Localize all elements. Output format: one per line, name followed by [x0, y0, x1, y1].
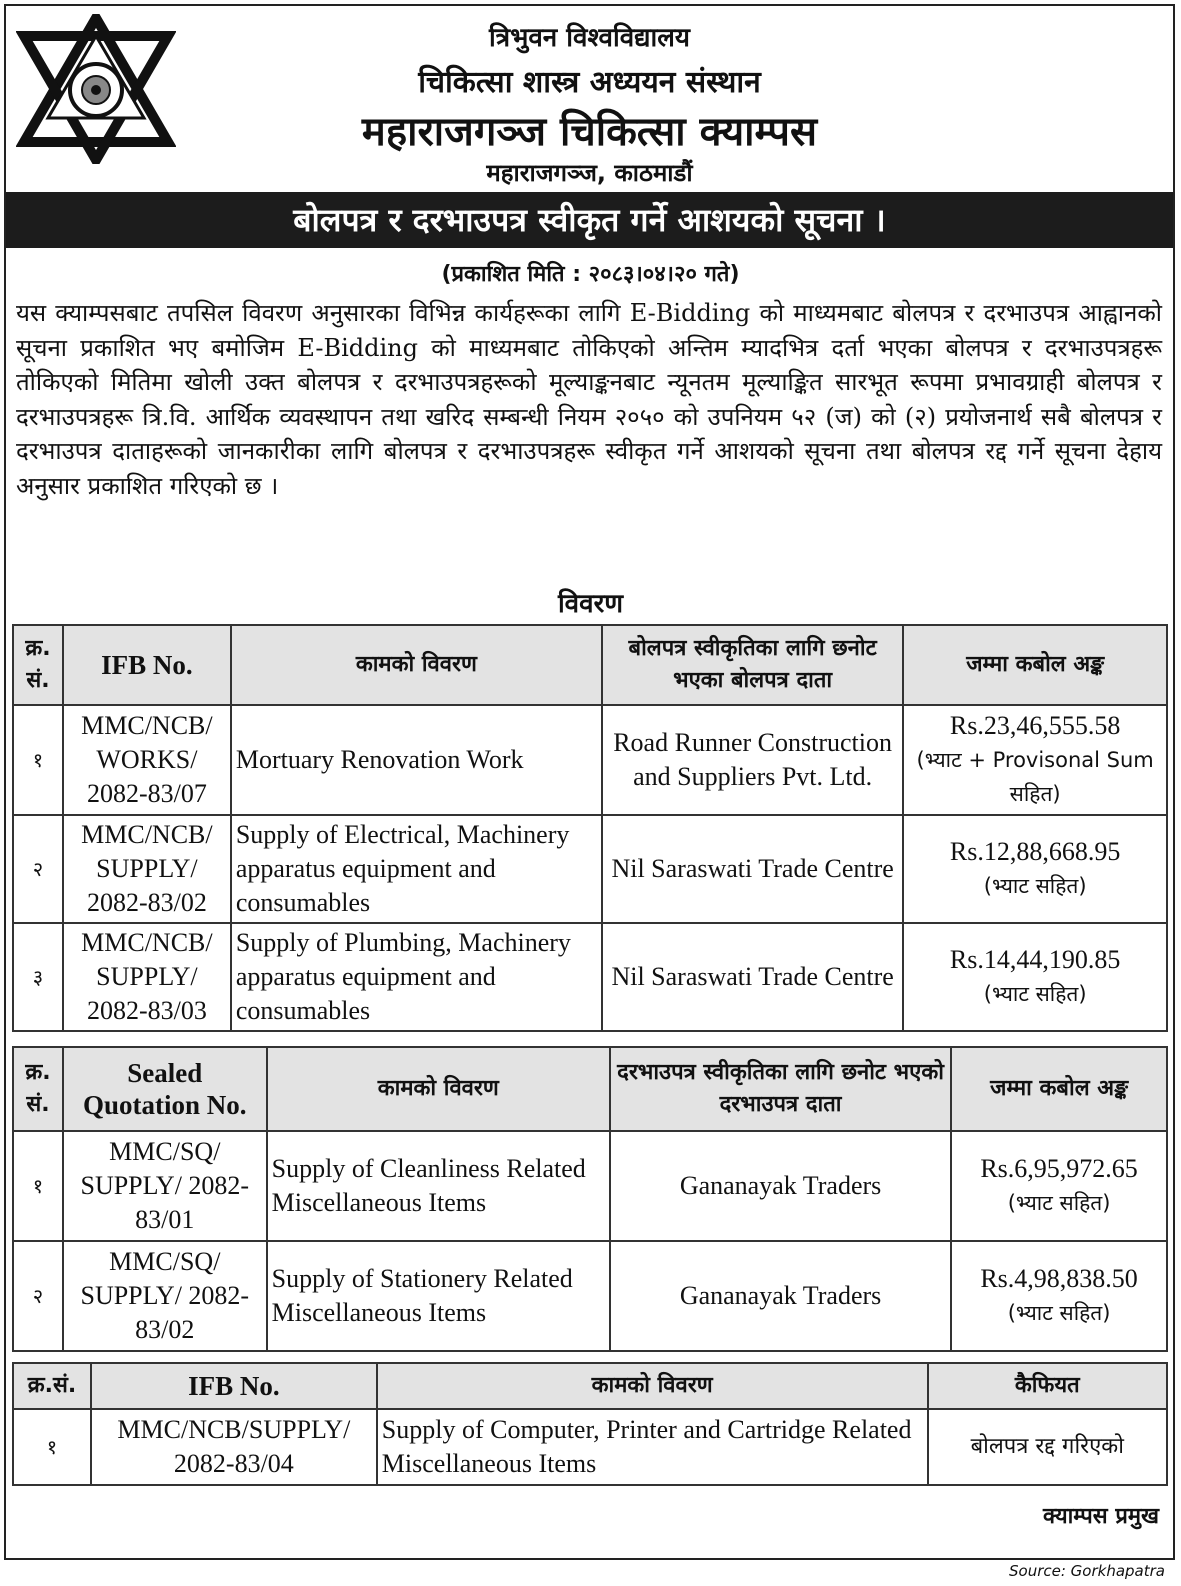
- amount-note: (भ्याट सहित): [983, 874, 1087, 898]
- quotation-acceptance-table: [12, 1046, 1168, 1352]
- table-header-row: [13, 1363, 1167, 1409]
- row-bidder: Nil Saraswati Trade Centre: [602, 815, 903, 923]
- row-sn: १: [13, 1409, 91, 1485]
- table-row: [13, 1131, 1167, 1241]
- row-quoter: Gananayak Traders: [610, 1241, 951, 1351]
- table-row: [13, 923, 1167, 1031]
- row-amount: [951, 1131, 1167, 1241]
- campus-address: महाराजगञ्ज, काठमाडौं: [486, 159, 693, 187]
- col-header-bidder: बोलपत्र स्वीकृतिका लागि छनोट भएका बोलपत्र दाता: [602, 625, 903, 705]
- row-quotation-no: MMC/SQ/ SUPPLY/ 2082-83/02: [63, 1241, 267, 1351]
- row-sn: १: [13, 705, 63, 815]
- row-description: Supply of Stationery Related Miscellaneous Items: [267, 1241, 610, 1351]
- row-quotation-no: MMC/SQ/ SUPPLY/ 2082-83/01: [63, 1131, 267, 1241]
- row-amount: [903, 923, 1167, 1031]
- col-header-description: कामको विवरण: [231, 625, 602, 705]
- col-header-description: कामको विवरण: [267, 1047, 610, 1131]
- amount-value: Rs.14,44,190.85: [949, 945, 1121, 974]
- notice-header: [6, 6, 1173, 192]
- amount-note: (भ्याट + Provisonal Sum सहित): [916, 748, 1154, 806]
- row-quoter: Gananayak Traders: [610, 1131, 951, 1241]
- signature-campus-chief: क्याम्पस प्रमुख: [1043, 1504, 1159, 1529]
- bid-cancellation-table: [12, 1362, 1168, 1486]
- row-ifb-no: MMC/NCB/ SUPPLY/ 2082-83/02: [63, 815, 231, 923]
- row-description: Supply of Electrical, Machinery apparatus equipment and consumables: [231, 815, 602, 923]
- amount-note: (भ्याट सहित): [1007, 1301, 1111, 1325]
- col-header-amount: जम्मा कबोल अङ्क: [903, 625, 1167, 705]
- col-header-sn: क्र.सं.: [13, 1363, 91, 1409]
- amount-value: Rs.23,46,555.58: [949, 711, 1121, 740]
- row-sn: ३: [13, 923, 63, 1031]
- row-sn: १: [13, 1131, 63, 1241]
- col-header-quoter: दरभाउपत्र स्वीकृतिका लागि छनोट भएको दरभाउपत्र दाता: [610, 1047, 951, 1131]
- amount-note: (भ्याट सहित): [1007, 1191, 1111, 1215]
- amount-value: Rs.6,95,972.65: [980, 1154, 1138, 1183]
- col-header-description: कामको विवरण: [377, 1363, 928, 1409]
- row-description: Supply of Plumbing, Machinery apparatus equipment and consumables: [231, 923, 602, 1031]
- amount-value: Rs.4,98,838.50: [980, 1264, 1138, 1293]
- table-row: [13, 705, 1167, 815]
- table-row: [13, 815, 1167, 923]
- col-header-quotation-no: Sealed Quotation No.: [63, 1047, 267, 1131]
- amount-value: Rs.12,88,668.95: [949, 837, 1121, 866]
- row-amount: [903, 705, 1167, 815]
- row-bidder: Nil Saraswati Trade Centre: [602, 923, 903, 1031]
- row-description: Supply of Computer, Printer and Cartridge Related Miscellaneous Items: [377, 1409, 928, 1485]
- bid-acceptance-table: [12, 624, 1168, 1032]
- row-remark: बोलपत्र रद्द गरिएको: [928, 1409, 1167, 1485]
- section-title: विवरण: [557, 589, 624, 619]
- row-amount: [951, 1241, 1167, 1351]
- col-header-ifb-no: IFB No.: [91, 1363, 377, 1409]
- col-header-ifb-no: IFB No.: [63, 625, 231, 705]
- row-sn: २: [13, 1241, 63, 1351]
- table-header-row: [13, 625, 1167, 705]
- notice-title-banner: बोलपत्र र दरभाउपत्र स्वीकृत गर्ने आशयको सूचना ।: [6, 192, 1173, 248]
- table-row: [13, 1241, 1167, 1351]
- row-bidder: Road Runner Construction and Suppliers Pvt. Ltd.: [602, 705, 903, 815]
- university-name: त्रिभुवन विश्वविद्यालय: [488, 23, 690, 53]
- col-header-amount: जम्मा कबोल अङ्क: [951, 1047, 1167, 1131]
- row-ifb-no: MMC/NCB/SUPPLY/ 2082-83/04: [91, 1409, 377, 1485]
- publish-date: (प्रकाशित मिति : २०८३।०४।२० गते): [441, 262, 740, 287]
- amount-note: (भ्याट सहित): [983, 982, 1087, 1006]
- row-ifb-no: MMC/NCB/ WORKS/ 2082-83/07: [63, 705, 231, 815]
- row-description: Supply of Cleanliness Related Miscellaneous Items: [267, 1131, 610, 1241]
- notice-body: यस क्याम्पसबाट तपसिल विवरण अनुसारका विभिन्न कार्यहरूका लागि E-Bidding को माध्यमबाट बोलपत्र र दरभाउपत्र आह्वानको सूचना प्रकाशित भए बमोजिम E-Bidding को माध्यमबाट तोकिएको अन्तिम म्यादभित्र दर्ता भएका बोलपत्र र दरभाउपत्रहरू तोकिएको मितिमा खोली उक्त बोलपत्र र दरभाउपत्रहरूको मूल्याङ्कनबाट न्यूनतम मूल्याङ्कित सारभूत रूपमा प्रभावग्राही बोलपत्र र दरभाउपत्रहरू त्रि.वि. आर्थिक व्यवस्थापन तथा खरिद सम्बन्धी नियम २०५० को उपनियम ५२ (ज) को (२) प्रयोजनार्थ सबै बोलपत्र र दरभाउपत्र दाताहरूको जानकारीका लागि बोलपत्र र दरभाउपत्रहरू स्वीकृत गर्ने आशयको सूचना तथा बोलपत्र रद्द गर्ने सूचना देहाय अनुसार प्रकाशित गरिएको छ ।: [16, 299, 1162, 500]
- col-header-sn: क्र. सं.: [13, 1047, 63, 1131]
- row-amount: [903, 815, 1167, 923]
- row-description: Mortuary Renovation Work: [231, 705, 602, 815]
- row-ifb-no: MMC/NCB/ SUPPLY/ 2082-83/03: [63, 923, 231, 1031]
- col-header-remark: कैफियत: [928, 1363, 1167, 1409]
- col-header-sn: क्र. सं.: [13, 625, 63, 705]
- campus-name: महाराजगञ्ज चिकित्सा क्याम्पस: [361, 109, 818, 155]
- table-row: [13, 1409, 1167, 1485]
- table-header-row: [13, 1047, 1167, 1131]
- row-sn: २: [13, 815, 63, 923]
- institute-name: चिकित्सा शास्त्र अध्ययन संस्थान: [418, 65, 761, 100]
- source-credit: Source: Gorkhapatra: [1009, 1562, 1165, 1580]
